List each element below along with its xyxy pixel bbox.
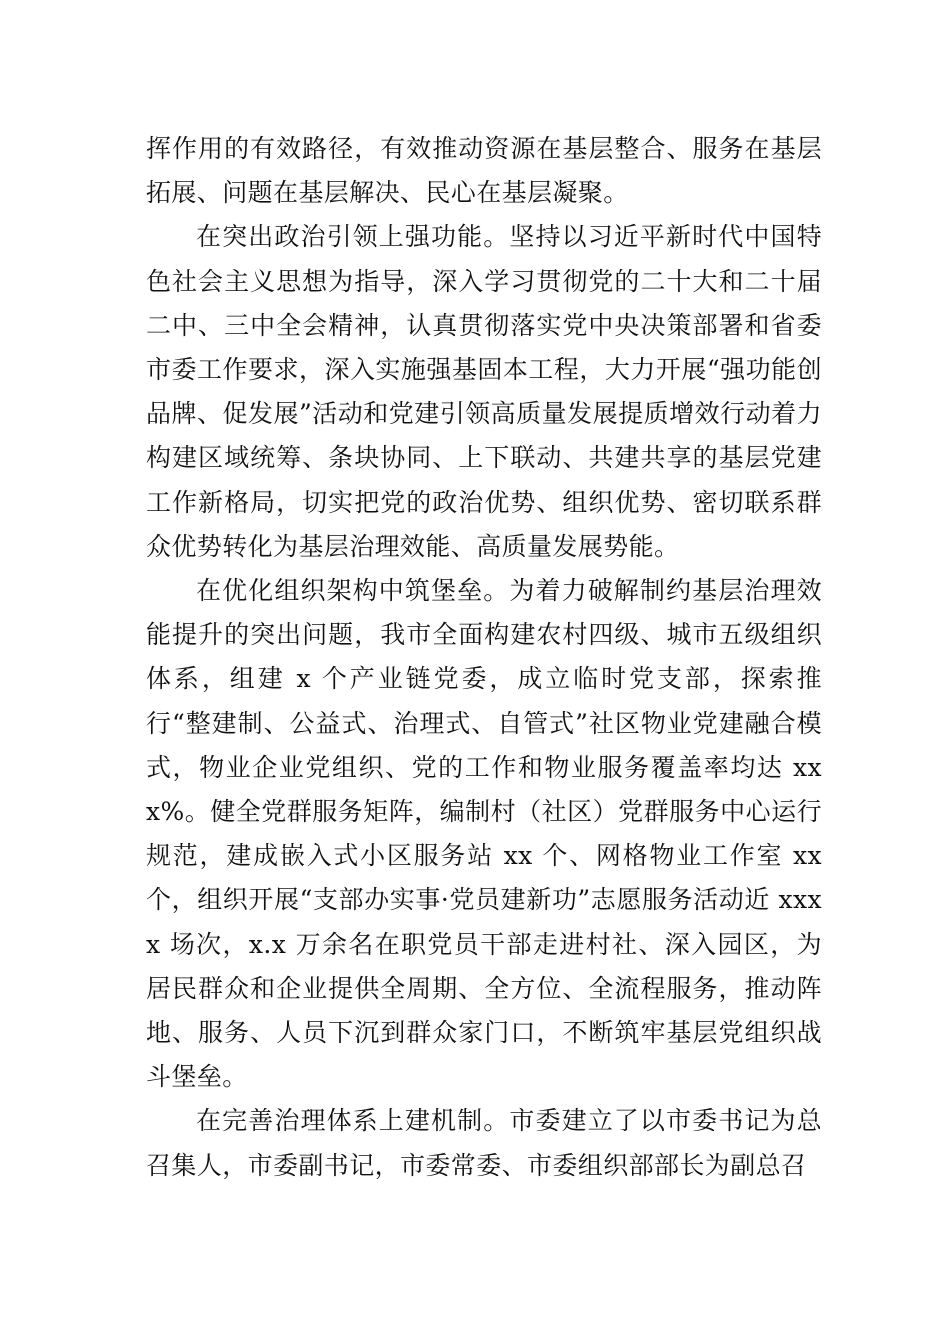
paragraph-organization-structure: 在优化组织架构中筑堡垒。为着力破解制约基层治理效能提升的突出问题，我市全面构建农村四级、城市五级组织体系，组建 x 个产业链党委，成立临时党支部，探索推行“整建制、公益式、治理式、自管式”社区物业党建融合模式，物业企业党组织、党的工作和物业服务覆盖率均达 xxx%。健全党群服务矩阵，编制村（社区）党群服务中心运行规范，建成嵌入式小区服务站 xx 个、网格物业工作室 xx 个，组织开展“支部办实事·党员建新功”志愿服务活动近 xxxx 场次，x.x 万余名在职党员干部走进村社、深入园区，为居民群众和企业提供全周期、全方位、全流程服务，推动阵地、服务、人员下沉到群众家门口，不断筑牢基层党组织战斗堡垒。 (146, 576, 822, 1092)
paragraph-political-leadership: 在突出政治引领上强功能。坚持以习近平新时代中国特色社会主义思想为指导，深入学习贯彻党的二十大和二十届二中、三中全会精神，认真贯彻落实党中央决策部署和省委市委工作要求，深入实施强基固本工程，大力开展“强功能创品牌、促发展”活动和党建引领高质量发展提质增效行动着力构建区域统筹、条块协同、上下联动、共建共享的基层党建工作新格局，切实把党的政治优势、组织优势、密切联系群众优势转化为基层治理效能、高质量发展势能。 (146, 222, 822, 561)
document-body (146, 127, 822, 1188)
paragraph-continuation: 挥作用的有效路径，有效推动资源在基层整合、服务在基层拓展、问题在基层解决、民心在基层凝聚。 (146, 134, 822, 208)
paragraph-governance-system: 在完善治理体系上建机制。市委建立了以市委书记为总召集人，市委副书记，市委常委、市委组织部部长为副总召 (146, 1106, 822, 1180)
